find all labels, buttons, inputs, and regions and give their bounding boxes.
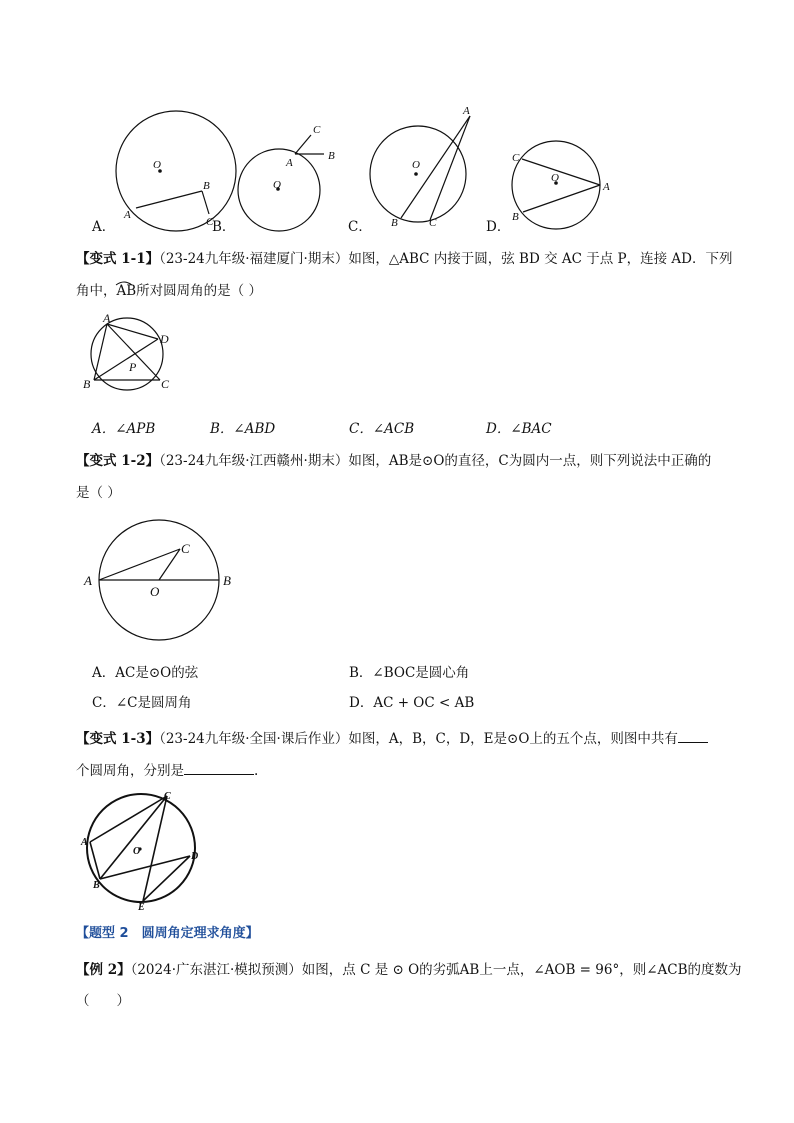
q12-label-a: A xyxy=(84,573,92,588)
q11-option-a[interactable]: A．∠APB xyxy=(92,421,156,437)
fig-c-line-ac xyxy=(430,116,470,220)
ex2-stem-2: （ ） xyxy=(76,993,130,1009)
q11-option-b[interactable]: B．∠ABD xyxy=(210,421,276,437)
ex2-stem-1: （2024·广东湛江·模拟预测）如图，点 C 是 ⊙ O的劣弧AB上一点，∠AOB = 96°，则∠ACB的度数为 xyxy=(130,962,742,978)
fig-a-line-bc xyxy=(202,191,209,214)
q13-stem-end: . xyxy=(254,763,259,779)
q12-stem-1: （23-24九年级·江西赣州·期末）如图，AB是⊙O的直径，C为圆内一点，则下列说法中正确的 xyxy=(159,453,712,469)
q13-answer-blank-1[interactable] xyxy=(678,728,708,743)
fig-c-label-c: C xyxy=(429,217,437,229)
q11-arc-mark xyxy=(115,280,133,286)
fig-a-option: A． xyxy=(92,219,116,235)
fig-a-circle xyxy=(116,111,236,231)
fig-a-label-b: B xyxy=(203,180,210,192)
fig-c-option: C． xyxy=(348,219,372,235)
q12-stem-2: 是（ ） xyxy=(76,485,121,501)
fig-d-label-o: O xyxy=(551,172,559,184)
q11-stem-1: （23-24九年级·福建厦门·期末）如图，△ABC 内接于圆，弦 BD 交 AC 于点 P，连接 AD．下列 xyxy=(159,251,733,267)
q13-label-a: A xyxy=(81,837,88,848)
q11-figure xyxy=(78,312,178,397)
q13-label-d: D xyxy=(191,851,199,862)
q12-figure xyxy=(80,518,240,646)
q13-label-o: O xyxy=(133,846,141,857)
q11-stem-2: 角中，AB所对圆周角的是（ ） xyxy=(76,283,262,299)
q12-option-a[interactable]: A．AC是⊙O的弦 xyxy=(92,665,199,681)
fig-b-label-b: B xyxy=(328,150,335,162)
fig-c-label-o: O xyxy=(412,159,420,171)
fig-d-chord-ba xyxy=(523,185,600,212)
q13-seg-ac xyxy=(90,796,167,842)
fig-a-label-a: A xyxy=(124,209,131,221)
q13-line1 xyxy=(76,728,708,749)
q12-label-o: O xyxy=(150,584,160,599)
q13-label-b: B xyxy=(93,880,100,891)
q13-seg-bd xyxy=(100,856,190,879)
fig-a-label-o: O xyxy=(153,159,161,171)
fig-b-label-c: C xyxy=(313,124,321,136)
fig-d-circle xyxy=(512,141,600,229)
q13-label-e: E xyxy=(138,902,145,912)
q11-label-d: D xyxy=(160,332,169,346)
fig-d-label-b: B xyxy=(512,211,519,223)
fig-c-label-b: B xyxy=(391,217,398,229)
q12-label-c: C xyxy=(181,541,190,556)
fig-b-ray-ac xyxy=(295,135,311,154)
q13-seg-ab xyxy=(90,842,100,879)
q11-label-p: P xyxy=(129,360,137,374)
q13-tag: 【变式 1-3】 xyxy=(76,731,160,747)
q13-answer-blank-2[interactable] xyxy=(184,760,254,775)
q11-seg-ab xyxy=(94,324,107,380)
fig-b-label-o: O xyxy=(273,179,281,191)
fig-b-option: B． xyxy=(212,219,236,235)
section-title: 【题型 2 圆周角定理求角度】 xyxy=(76,926,259,941)
q13-stem-2: 个圆周角，分别是 xyxy=(76,763,184,779)
q12-option-b[interactable]: B．∠BOC是圆心角 xyxy=(349,665,470,681)
fig-d-label-c: C xyxy=(512,152,520,164)
ex2-tag: 【例 2】 xyxy=(76,962,131,978)
fig-c-circle xyxy=(370,126,466,222)
q12-seg-ac xyxy=(99,549,180,580)
q12-option-d[interactable]: D．AC + OC < AB xyxy=(349,695,475,711)
q12-label-b: B xyxy=(223,573,231,588)
q11-tag: 【变式 1-1】 xyxy=(76,251,160,267)
q11-label-a: A xyxy=(103,312,111,325)
q13-stem-1: （23-24九年级·全国·课后作业）如图，A，B，C，D，E是⊙O上的五个点，则图中共有 xyxy=(159,731,678,747)
top-figures xyxy=(0,95,794,245)
q12-option-c[interactable]: C．∠C是圆周角 xyxy=(92,695,192,711)
ex2-line1 xyxy=(76,960,742,980)
q12-line1 xyxy=(76,451,711,471)
q11-option-c[interactable]: C．∠ACB xyxy=(349,421,415,437)
q11-option-d[interactable]: D．∠BAC xyxy=(486,421,552,437)
fig-a-label-c: C xyxy=(206,216,214,228)
q13-line2 xyxy=(76,760,258,781)
q11-circle xyxy=(91,318,163,390)
fig-d-chord-ca xyxy=(522,159,600,185)
q11-label-c: C xyxy=(161,377,170,391)
q11-line1 xyxy=(76,249,733,269)
q12-tag: 【变式 1-2】 xyxy=(76,453,160,469)
fig-a-chord-ab xyxy=(136,191,202,208)
q13-label-c: C xyxy=(164,791,171,802)
fig-d-label-a: A xyxy=(603,181,610,193)
fig-d-option: D． xyxy=(486,219,511,235)
q11-label-b: B xyxy=(83,377,91,391)
fig-c-center-dot xyxy=(414,172,418,176)
q11-seg-bd xyxy=(94,339,158,380)
q13-figure xyxy=(78,788,208,912)
fig-c-label-a: A xyxy=(463,105,470,117)
fig-b-label-a: A xyxy=(286,157,293,169)
